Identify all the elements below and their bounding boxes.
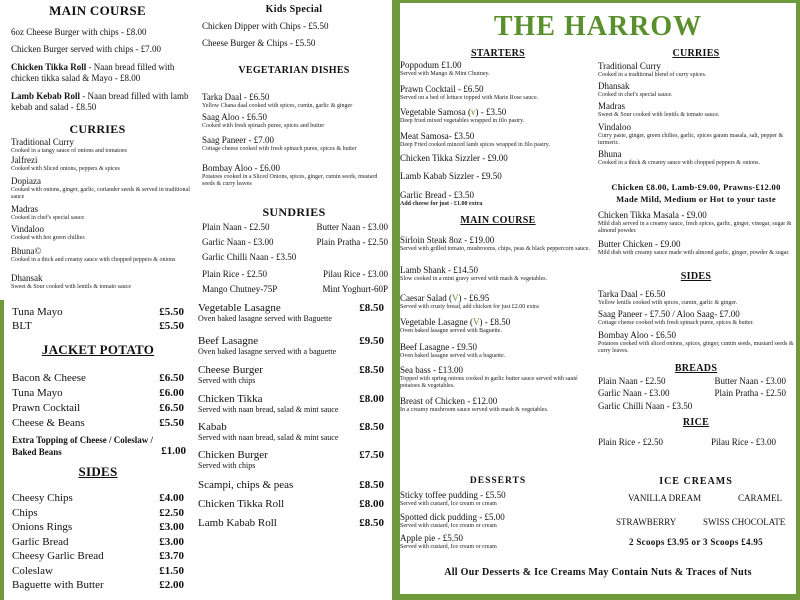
sides-list-right	[598, 289, 794, 356]
side-name: Tarka Daal - £6.50	[598, 289, 666, 299]
curry-item	[11, 204, 193, 224]
menu-item-name: Kabab	[198, 421, 227, 433]
starter-item	[400, 190, 596, 212]
sundry-item: Mint Yoghurt-60P	[322, 284, 388, 294]
menu-item	[11, 62, 191, 84]
curry-name: Vindaloo	[598, 122, 631, 132]
ice-cream-flavour: STRAWBERRY	[616, 517, 677, 527]
menu-item-detail: - Naan bread filled with chicken tikka salad & Mayo - £8.00	[11, 62, 175, 83]
vegetarian-mark: V	[451, 293, 459, 303]
menu-item-description: Served with naan bread, salad & mint sauce	[198, 405, 339, 414]
menu-item-price: £6.50	[159, 402, 184, 414]
veg-item-description: Yellow Chana daal cooked with spices, cumin, garlic & ginger	[202, 103, 353, 109]
menu-item-price: £4.00	[159, 492, 184, 504]
curry-item	[11, 273, 193, 293]
curry-item	[598, 122, 794, 149]
right-edge-bar	[796, 0, 800, 600]
menu-item-name: Chicken Burger	[198, 449, 268, 461]
vegetarian-mark: v	[470, 107, 476, 117]
menu-panel-kids-veg-sundries	[196, 0, 392, 298]
section-title-vegetarian: VEGETARIAN DISHES	[238, 65, 350, 76]
menu-item-name: Beef Lasagne	[198, 335, 259, 347]
section-title-main-course: MAIN COURSE	[49, 3, 146, 18]
dessert-item	[400, 490, 596, 512]
section-title-jacket-potato: JACKET POTATO	[41, 342, 155, 357]
sundry-item: Garlic Chilli Naan - £3.50	[202, 252, 297, 262]
section-title-sundries: SUNDRIES	[262, 205, 326, 219]
curry-name: Dhansak	[11, 273, 43, 283]
sundry-item: Plain Naan - £2.50	[202, 222, 270, 232]
curry-name: Traditional Curry	[598, 61, 661, 71]
menu-item-name: Chicken Tikka Roll	[11, 62, 87, 72]
sundry-item: Plain Pratha - £2.50	[316, 237, 388, 247]
bread-item: Garlic Chilli Naan - £3.50	[598, 401, 693, 411]
jacket-item	[12, 417, 184, 432]
curry-item	[598, 101, 794, 122]
curry-name: Bhuna©	[11, 246, 42, 256]
curry-item	[11, 137, 193, 155]
main-item	[198, 479, 384, 498]
curries-list-right	[598, 61, 794, 169]
menu-item-name: Cheese Burger	[198, 364, 263, 376]
rice-item: Plain Rice - £2.50	[598, 437, 663, 447]
sundry-item: Garlic Naan - £3.00	[202, 237, 274, 247]
curry-price-note: Chicken £8.00, Lamb-£9.00, Prawns-£12.00	[611, 182, 781, 192]
ice-cream-flavour: SWISS CHOCOLATE	[703, 517, 786, 527]
section-title-curries-right: CURRIES	[672, 48, 720, 59]
section-title-desserts: DESSERTS	[469, 476, 527, 486]
allergy-notice: All Our Desserts & Ice Creams May Contain Nuts & Traces of Nuts	[444, 567, 752, 578]
specials-list	[598, 210, 794, 268]
menu-item-name: Tuna Mayo	[12, 387, 63, 399]
side-description: Cottage cheese cooked with fresh spinach puree, spices & butter.	[598, 320, 754, 326]
ice-cream-flavour: VANILLA DREAM	[628, 493, 702, 503]
curry-name: Bhuna	[598, 149, 622, 159]
jacket-item	[12, 387, 184, 402]
curry-item	[598, 81, 794, 101]
veg-item	[202, 135, 388, 163]
main-item	[198, 364, 384, 393]
main-course-list	[400, 235, 596, 418]
side-item	[12, 507, 184, 522]
veg-item-name: Bombay Aloo - £6.00	[202, 163, 280, 173]
starter-name: Chicken Tikka Sizzler - £9.00	[400, 153, 508, 163]
dessert-item	[400, 512, 596, 533]
dessert-item	[400, 533, 596, 554]
menu-item-description: Served with chips	[198, 461, 256, 470]
menu-item-name: Prawn Cocktail	[12, 402, 81, 414]
side-item	[12, 492, 184, 507]
main-item	[400, 365, 596, 396]
starter-description: Deep fried mixed vegetables wrapped in filo pastry.	[400, 118, 525, 124]
main-item	[198, 393, 384, 421]
veg-item	[202, 92, 388, 112]
starter-name	[400, 107, 596, 118]
curry-description: Cooked with onions, ginger, garlic, coriander seeds & served in traditional sauce	[11, 187, 190, 200]
menu-panel-mains-list	[194, 298, 392, 600]
menu-item-price: £3.70	[159, 550, 184, 562]
menu-item-price: £1.50	[159, 564, 184, 577]
special-name: Butter Chicken - £9.00	[598, 239, 681, 249]
menu-item-price: £9.50	[359, 335, 384, 347]
veg-item-description: Cottage cheese cooked with fresh spinach puree, spices & butter	[202, 146, 357, 152]
menu-item-price: £8.50	[359, 479, 384, 491]
menu-item-name: Bacon & Cheese	[12, 372, 86, 384]
special-item	[598, 210, 794, 239]
main-description: Topped with spring onions cooked in garlic butter sauce served with sauté potatoes & vegetables.	[400, 376, 578, 389]
main-item	[400, 293, 596, 317]
mains-list	[198, 302, 384, 536]
main-name-part: Caesar Salad (	[400, 293, 452, 303]
menu-item-name: Vegetable Lasagne	[198, 302, 281, 314]
starter-item	[400, 107, 596, 131]
bread-item: Plain Naan - £2.50	[598, 376, 666, 386]
sides-list	[12, 492, 184, 594]
curry-name: Madras	[598, 101, 625, 111]
main-description: Served with crusty bread, add chicken for just £2.00 extra	[400, 304, 539, 310]
menu-item-price: £5.50	[159, 417, 184, 429]
main-description: Served with grilled tomato, mushrooms, chips, peas & black peppercorn sauce.	[400, 246, 590, 252]
dessert-name: Apple pie - £5.50	[400, 533, 463, 543]
menu-item	[12, 320, 184, 332]
main-item	[198, 421, 384, 449]
dessert-description: Served with custard, Ice cream or cream	[400, 544, 497, 550]
side-item	[598, 330, 794, 356]
menu-item	[12, 306, 184, 318]
desserts-list	[400, 490, 596, 554]
main-name: Lamb Shank - £14.50	[400, 265, 478, 275]
curry-item	[11, 176, 193, 204]
curry-description: Cooked with hot green chillies	[11, 235, 85, 241]
section-title-breads: BREADS	[674, 363, 718, 374]
ice-cream-flavour: CARAMEL	[738, 493, 783, 503]
sundry-item: Butter Naan - £3.00	[316, 222, 388, 232]
section-title-kids-special: Kids Special	[265, 4, 323, 15]
main-item	[400, 235, 596, 265]
menu-item-name: Lamb Kebab Roll	[11, 91, 81, 101]
curry-description: Cooked in a thick and creamy sauce with chopped peppers & onions	[11, 257, 176, 263]
dessert-name: Sticky toffee pudding - £5.50	[400, 490, 506, 500]
sundries-row	[202, 284, 388, 298]
starter-description: Served with Mango & Mint Chutney.	[400, 71, 490, 77]
menu-item-name: Cheesy Garlic Bread	[12, 550, 104, 562]
starter-item	[400, 171, 596, 190]
starter-item	[400, 60, 596, 84]
menu-panel-the-harrow	[400, 3, 796, 594]
curry-name: Jalfrezi	[11, 155, 38, 165]
bread-item: Butter Naan - £3.00	[714, 376, 786, 386]
starter-name: Garlic Bread - £3.50	[400, 190, 474, 200]
side-item	[12, 521, 184, 536]
starter-name-part: Vegetable Samosa (	[400, 107, 471, 117]
sundries-row	[202, 269, 388, 284]
breads-row	[598, 401, 786, 413]
menu-item-name: Garlic Bread	[12, 535, 69, 548]
rice-item: Pilau Rice - £3.00	[711, 437, 776, 447]
main-item	[400, 265, 596, 293]
section-title-rice: RICE	[682, 417, 710, 428]
menu-item-name: Coleslaw	[12, 564, 53, 577]
special-item	[598, 239, 794, 268]
menu-item-detail: - Naan bread filled with lamb kebab and salad - £8.50	[11, 91, 189, 112]
menu-item-price: £6.50	[159, 372, 184, 384]
sundries-row	[202, 237, 388, 252]
section-title-ice-creams: ICE CREAMS	[659, 476, 733, 487]
menu-item-price: £8.50	[359, 302, 384, 314]
menu-item: 6oz Cheese Burger with chips - £8.00	[11, 27, 147, 37]
side-description: Yellow lentils cooked with spices, cumin, garlic & ginger.	[598, 300, 738, 306]
curry-description: Cooked in a traditional blend of curry spices.	[598, 72, 707, 78]
breads-row	[598, 388, 786, 401]
menu-item-price: £2.00	[159, 579, 184, 591]
veg-item	[202, 163, 388, 191]
main-description: Oven baked lasagne served with Baguette.	[400, 328, 502, 334]
veg-item-description: Potatoes cooked in a Sliced Onions, spices, ginger, cumin seeds, mustard seeds & curry leaves	[202, 174, 378, 187]
main-item	[400, 396, 596, 418]
menu-item	[11, 91, 191, 113]
menu-item-price: £8.50	[359, 517, 384, 529]
curry-item	[11, 155, 193, 176]
side-name: Saag Paneer - £7.50 / Aloo Saag- £7.00	[598, 309, 740, 319]
menu-item-name: Cheese & Beans	[12, 417, 85, 429]
menu-item-price: £8.00	[359, 393, 384, 405]
special-description: Mild dish with creamy sauce made with almond garlic, ginger, powder & sugar.	[598, 250, 790, 256]
main-item	[198, 517, 384, 536]
starter-description: Served on a bed of lettuce topped with Marie Rose sauce.	[400, 95, 539, 101]
curry-name: Traditional Curry	[11, 137, 74, 147]
curry-heat-note: Made Mild, Medium or Hot to your taste	[616, 194, 776, 204]
sundries-row	[202, 252, 388, 269]
section-title-curries: CURRIES	[69, 122, 126, 136]
dessert-description: Served with custard, Ice cream or cream	[400, 523, 497, 529]
main-description: In a creamy mushroom sauce served with mash & vegetables.	[400, 407, 549, 413]
side-name: Bombay Aloo - £6.50	[598, 330, 676, 340]
main-name: Sea bass - £13.00	[400, 365, 463, 375]
starter-item	[400, 153, 596, 171]
menu-item-price: £3.00	[159, 535, 184, 548]
menu-item-name: Scampi, chips & peas	[198, 479, 294, 491]
extra-topping-note: Extra Topping of Cheese / Coleslaw / Baked Beans	[12, 435, 154, 457]
curry-item	[598, 61, 794, 81]
curry-description: Cooked with Sliced onions, peppers & spices	[11, 166, 120, 172]
breads-grid	[598, 376, 786, 413]
menu-item-name: Chicken Tikka	[198, 393, 263, 405]
sundries-row	[202, 222, 388, 237]
starter-name: Meat Samosa- £3.50	[400, 131, 475, 141]
curry-description: Cooked in a thick & creamy sauce with chopped peppers & onions.	[598, 160, 760, 166]
menu-item-price: £6.00	[159, 387, 184, 399]
sundry-item: Mango Chutney-75P	[202, 284, 278, 294]
curry-name: Madras	[11, 204, 38, 214]
jacket-list	[12, 372, 184, 432]
kids-item: Chicken Dipper with Chips - £5.50	[202, 21, 329, 31]
menu-item-name: Onions Rings	[12, 521, 73, 533]
menu-item-name: Baguette with Butter	[12, 579, 104, 591]
main-item	[198, 335, 384, 364]
starter-name: Lamb Kabab Sizzler - £9.50	[400, 171, 502, 181]
main-name: Sirloin Steak 8oz - £19.00	[400, 235, 495, 245]
curry-name: Dhansak	[598, 81, 630, 91]
main-name-part: Vegetable Lasagne (	[400, 317, 473, 327]
curry-item	[598, 149, 794, 169]
menu-item-name: Lamb Kabab Roll	[198, 517, 277, 529]
menu-item: Chicken Burger served with chips - £7.00	[11, 44, 162, 54]
starter-item	[400, 84, 596, 107]
menu-item-name: BLT	[12, 320, 32, 332]
menu-item-price: £8.50	[359, 421, 384, 433]
menu-item-description: Served with chips	[198, 376, 256, 385]
menu-item-price: £7.50	[359, 449, 384, 461]
ice-cream-price: 2 Scoops £3.95 or 3 Scoops £4.95	[629, 537, 763, 547]
main-name	[400, 293, 596, 304]
veg-item-name: Saag Aloo - £6.50	[202, 112, 267, 122]
starter-description: Add cheese for just - £1.00 extra	[400, 201, 483, 207]
veg-item-description: Cooked with fresh spinach puree, spices and butter	[202, 123, 325, 129]
veg-item	[202, 112, 388, 135]
section-title-main-course-right: MAIN COURSE	[460, 215, 536, 226]
vegetarian-mark: V	[472, 317, 480, 327]
curry-description: Cooked in chef's special sauce	[11, 215, 85, 221]
kids-item: Cheese Burger & Chips - £5.50	[202, 38, 316, 48]
main-name: Beef Lasagne - £9.50	[400, 342, 477, 352]
side-item	[12, 565, 184, 580]
main-description: Slow cooked in a mint gravy served with mash & vegetables.	[400, 276, 548, 282]
main-description: Oven baked lasagne served with a baguette.	[400, 353, 506, 359]
menu-item-price: £8.00	[359, 498, 384, 510]
starter-name: Prawn Cocktail - £6.50	[400, 84, 484, 94]
menu-item-price: £8.50	[359, 364, 384, 376]
starter-name: Poppodum £1.00	[400, 60, 462, 70]
menu-item-name: Chips	[12, 506, 38, 519]
starter-item	[400, 131, 596, 153]
bread-item: Plain Pratha - £2.50	[714, 388, 786, 398]
main-item	[198, 449, 384, 479]
menu-item-name: Cheesy Chips	[12, 492, 73, 504]
section-title-sides-right: SIDES	[680, 271, 712, 282]
menu-item-description: Oven baked lasagne served with Baguette	[198, 314, 332, 323]
section-title-starters: STARTERS	[470, 48, 526, 59]
jacket-item	[12, 402, 184, 417]
extra-topping-price: £1.00	[161, 445, 186, 457]
curry-name: Vindaloo	[11, 224, 44, 234]
curry-description: Sweet & Sour cooked with lentils & tomato sauce.	[598, 112, 720, 118]
main-item	[198, 498, 384, 517]
starter-name-part: ) - £3.50	[475, 107, 507, 117]
main-item	[400, 342, 596, 365]
curry-description: Cooked in a tangy sauce of onions and tomatoes	[11, 148, 127, 154]
menu-item-name: Chicken Tikka Roll	[198, 498, 285, 510]
main-name	[400, 317, 596, 328]
menu-item-price: £2.50	[159, 506, 184, 519]
starters-list	[400, 60, 596, 212]
sundry-item: Plain Rice - £2.50	[202, 269, 267, 279]
main-name-part: ) - £6.95	[458, 293, 490, 303]
main-item	[198, 302, 384, 335]
side-item	[12, 579, 184, 594]
bread-item: Garlic Naan - £3.00	[598, 388, 670, 398]
center-divider-bar	[392, 0, 400, 600]
dessert-name: Spotted dick pudding - £5.00	[400, 512, 505, 522]
menu-item-price: £3.00	[159, 521, 184, 533]
restaurant-title: THE HARROW	[493, 11, 703, 42]
menu-panel-main-course	[0, 0, 195, 300]
dessert-description: Served with custard, Ice cream or cream	[400, 501, 497, 507]
curry-description: Curry paste, ginger, green chilies, garlic, spices garam masala, salt, pepper & turmeric.	[598, 133, 784, 146]
veg-list	[202, 92, 388, 191]
side-item	[12, 536, 184, 551]
side-item	[598, 289, 794, 309]
veg-item-name: Tarka Daal - £6.50	[202, 92, 270, 102]
curry-list	[11, 137, 193, 293]
menu-item-name: Tuna Mayo	[12, 306, 63, 318]
curry-description: Sweet & Sour cooked with lentils & tomato sauce	[11, 284, 131, 290]
breads-row	[598, 376, 786, 388]
special-name: Chicken Tikka Masala - £9.00	[598, 210, 707, 220]
sundry-item: Pilau Rice - £3.00	[323, 269, 388, 279]
menu-item-description: Oven baked lasagne served with a baguette	[198, 347, 337, 356]
main-name-part: ) - £8.50	[479, 317, 511, 327]
veg-item-name: Saag Paneer - £7.00	[202, 135, 274, 145]
menu-item-price: £5.50	[159, 320, 184, 332]
menu-item-price: £5.50	[159, 306, 184, 318]
menu-item-description: Served with naan bread, salad & mint sauce	[198, 433, 339, 442]
section-title-sides: SIDES	[78, 464, 118, 479]
side-item	[12, 550, 184, 565]
curry-description: Cooked in chef's special sauce.	[598, 92, 673, 98]
jacket-item	[12, 372, 184, 387]
side-item	[598, 309, 794, 330]
starter-description: Deep Fried cooked minced lamb spices wrapped in filo pastry.	[400, 142, 550, 148]
curry-name: Dopiaza	[11, 176, 41, 186]
menu-panel-jacket-sides	[4, 302, 192, 600]
special-description: Mild dish served in a creamy sauce, fresh spices, garlic, ginger, vinegar, sugar & almond powder.	[598, 221, 792, 234]
rice-row	[598, 437, 776, 448]
main-name: Breast of Chicken - £12.00	[400, 396, 498, 406]
main-item	[400, 317, 596, 342]
bottom-bar	[400, 594, 800, 600]
curry-item	[11, 224, 193, 246]
sundries-grid	[202, 222, 388, 298]
side-description: Potatoes cooked with sliced onions, spices, ginger, cumin seeds, mustard seeds & curry leaves.	[598, 341, 794, 354]
curry-item	[11, 246, 193, 273]
